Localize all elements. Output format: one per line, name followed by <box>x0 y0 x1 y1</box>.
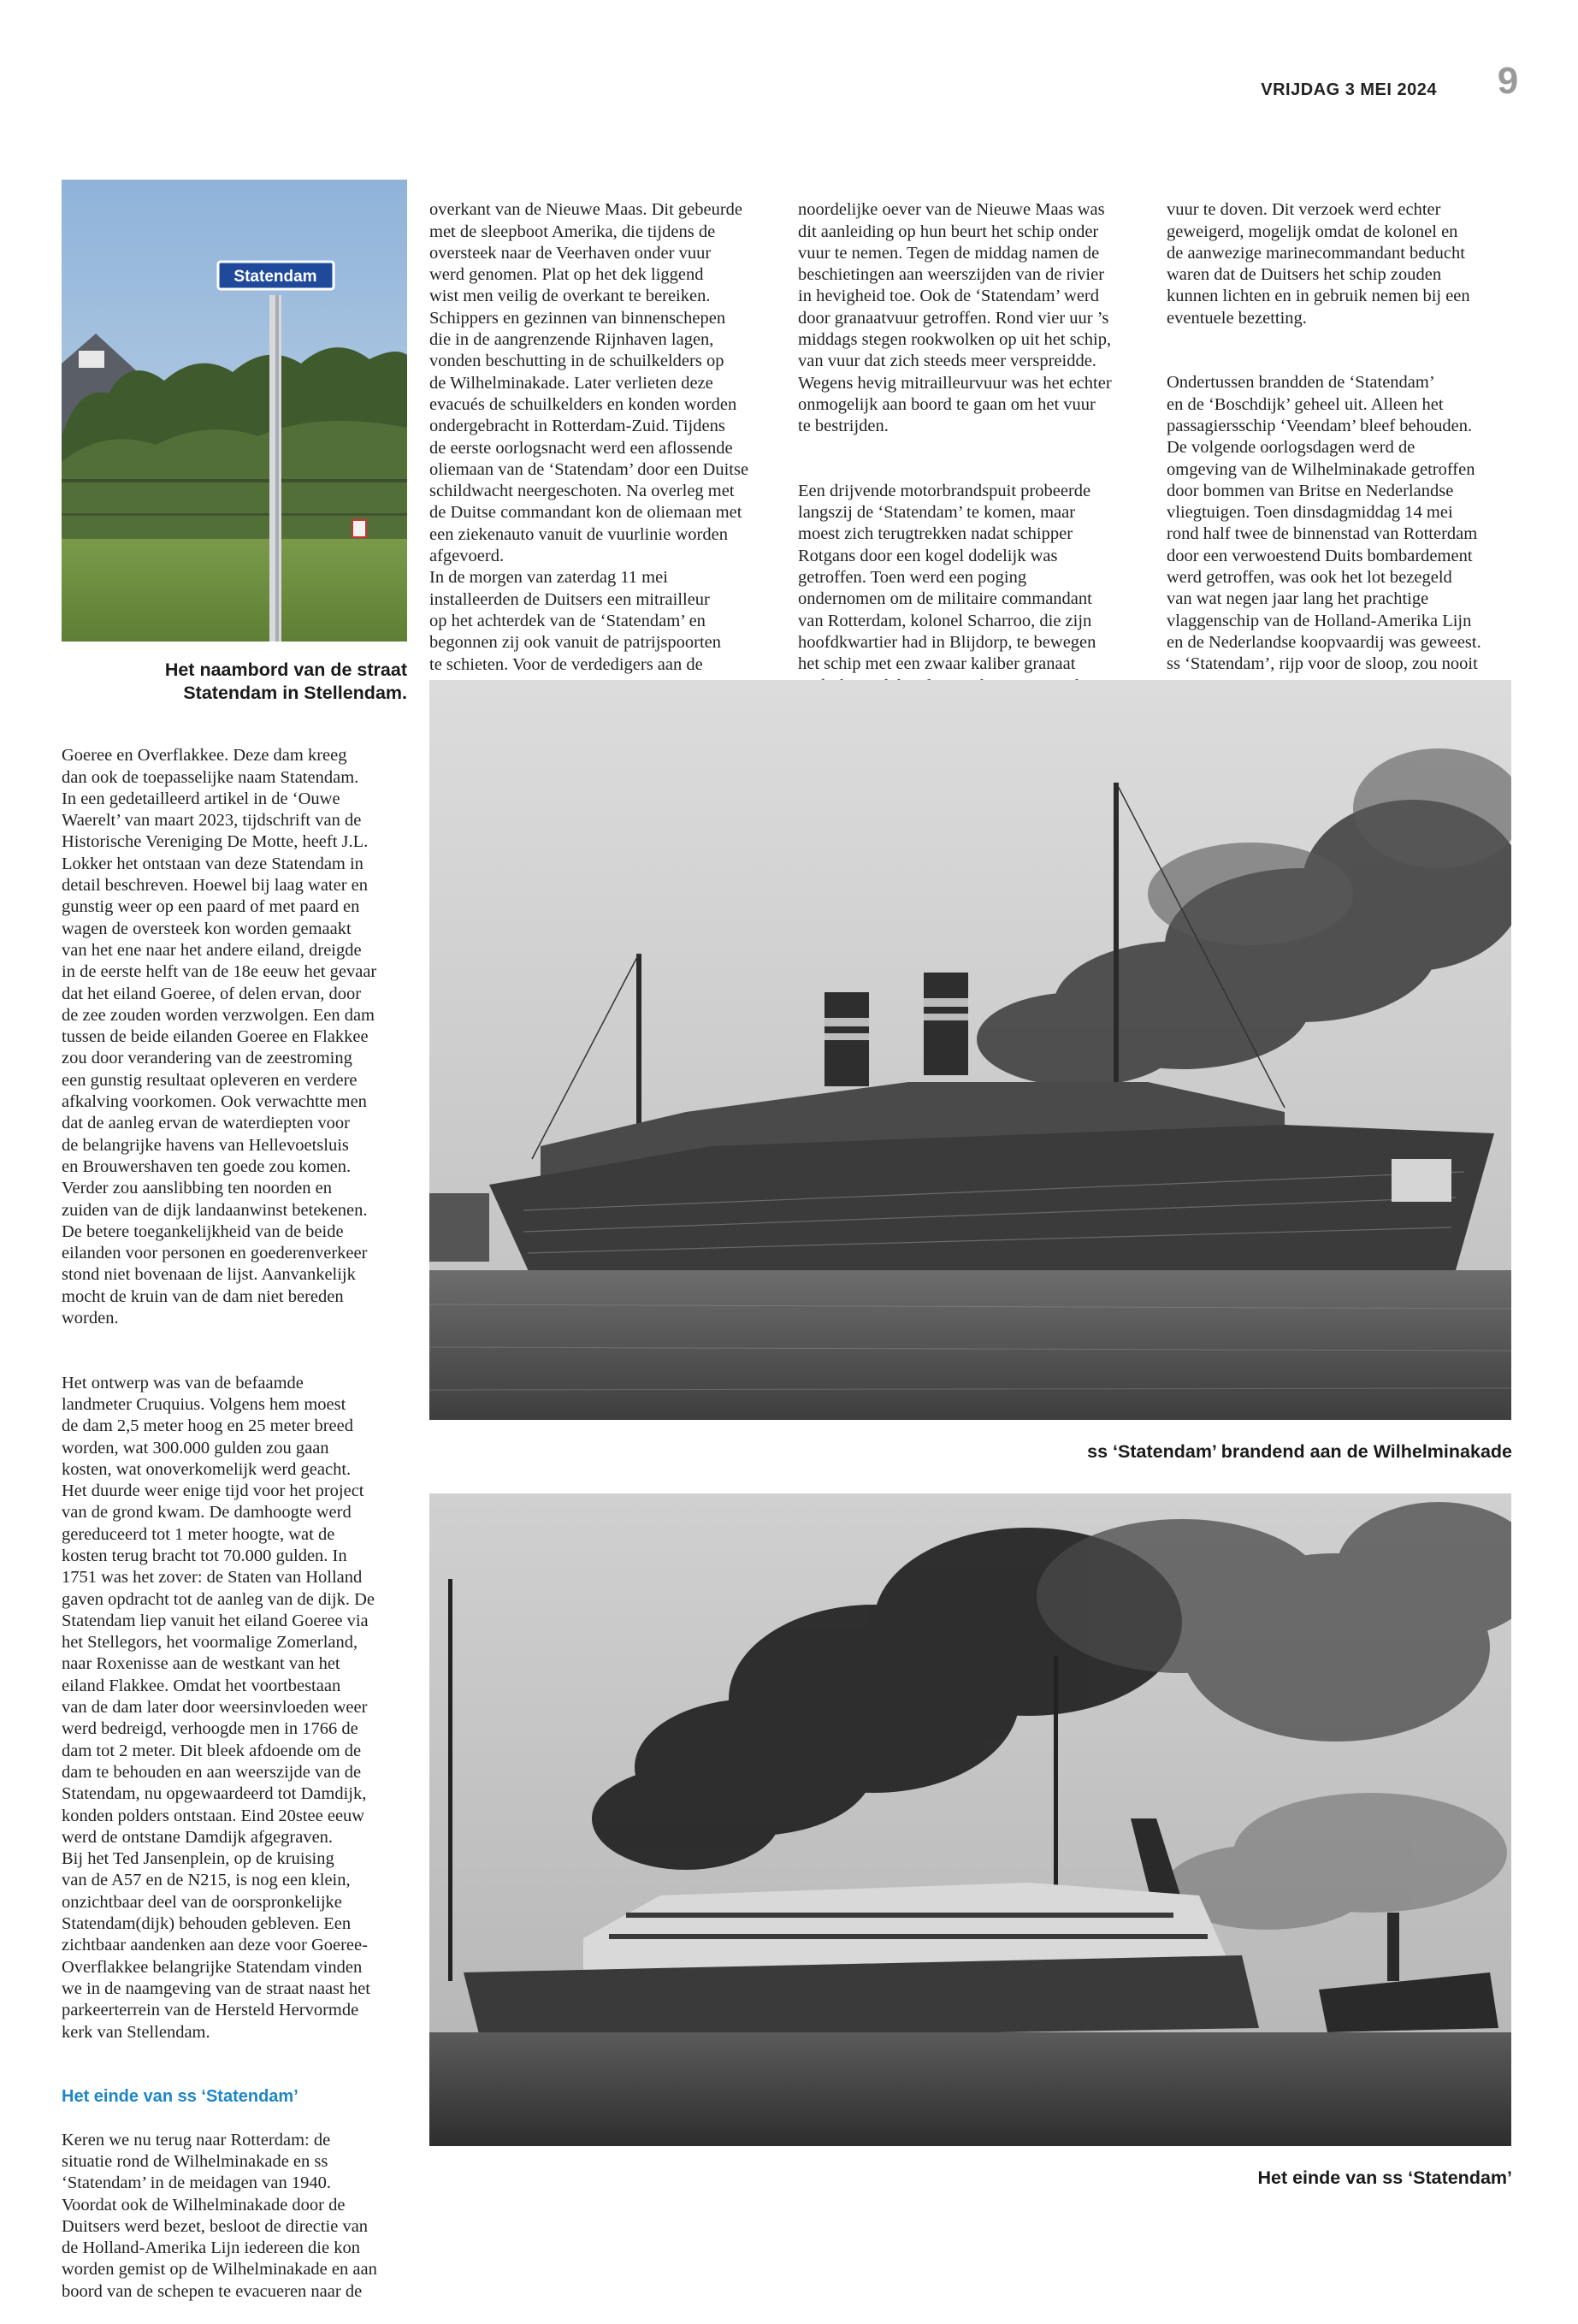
street-sign-caption: Het naambord van de straat Statendam in Stellendam. <box>164 659 407 703</box>
column-3 <box>798 178 1157 718</box>
issue-date: VRIJDAG 3 MEI 2024 <box>1261 80 1437 99</box>
column-1 <box>62 724 414 2324</box>
burning-ship-photo <box>429 680 1511 1420</box>
column-1-paragraph-2: Het ontwerp was van de befaamde landmeter Cruquius. Volgens hem moest de dam 2,5 meter hoog en 25 meter breed worden, wat 300.000 gulden zou gaan kosten, wat onoverkomelijk werd geacht. Het duurde weer enige tijd voor het project van de grond kwam. De damhoogte werd gereduceerd tot 1 meter hoogte, wat de kosten terug bracht tot 70.000 gulden. In 1751 was het zover: de Staten van Holland gaven opdracht tot de aanleg van de dijk. De Statendam liep vanuit het eiland Goeree via het Stellegors, het voormalige Zomerland, naar Roxenisse aan de westkant van het eiland Flakkee. Omdat het voortbestaan van de dam later door weersinvloeden weer werd bedreigd, verhoogde men in 1766 de dam tot 2 meter. Dit bleek afdoende om de dam te behouden en aan weerszijde van de Statendam, nu opgewaardeerd tot Damdijk, konden polders ontstaan. Eind 20stee eeuw werd de ontstane Damdijk afgegraven. Bij het Ted Jansenplein, op de kruising van de A57 en de N215, is nog een klein, onzichtbaar deel van de oorspronkelijke Statendam(dijk) behouden gebleven. Een zichtbaar aandenken aan deze voor Goeree- Overflakkee belangrijke Statendam vinden we in de naamgeving van de straat naast het parkeerterrein van de Hersteld Hervormde kerk van Stellendam. <box>62 1373 375 2042</box>
column-2-paragraph: overkant van de Nieuwe Maas. Dit gebeurde met de sleepboot Amerika, die tijdens de oversteek naar de Veerhaven onder vuur werd genomen. Plat op het dek liggend wist men veilig de overkant te bereiken. Schippers en gezinnen van binnenschepen die in de aangrenzende Rijnhaven lagen, vonden beschutting in de schuilkelders op de Wilhelminakade. Later verlieten deze evacués de schuilkelders en konden worden ondergebracht in Rotterdam-Zuid. Tijdens de eerste oorlogsnacht werd een aflossende oliemaan van de ‘Statendam’ door een Duitse schildwacht neergeschoten. Na overleg met de Duitse commandant kon de oliemaan met een ziekenauto vanuit de vuurlinie worden afgevoerd. In de morgen van zaterdag 11 mei installeerden de Duitsers een mitrailleur op het achterdek van de ‘Statendam’ en begonnen zij ook vanuit de patrijspoorten te schieten. Voor de verdedigers aan de <box>429 200 749 674</box>
ship-end-caption: Het einde van ss ‘Statendam’ <box>1257 2167 1512 2188</box>
column-2 <box>429 178 789 697</box>
column-4 <box>1167 178 1526 718</box>
column-3-paragraph-2: Een drijvende motorbrandspuit probeerde langszij de ‘Statendam’ te komen, maar moest zich terugtrekken nadat schipper Rotgans door een kogel dodelijk was getroffen. Toen werd een poging ondernomen om de militaire commandant van Rotterdam, kolonel Scharroo, die zijn hoofdkwartier had in Blijdorp, te bewegen het schip met een zwaar kaliber granaat <box>798 481 1096 674</box>
column-1-paragraph-3: Keren we nu terug naar Rotterdam: de situatie rond de Wilhelminakade en ss ‘Statendam’ in de meidagen van 1940. Voordat ook de Wilhelminakade door de Duitsers werd bezet, besloot de directie van de Holland-Amerika Lijn iedereen die kon worden gemist op de Wilhelminakade en aan boord van de schepen te evacueren naar de <box>62 2130 377 2301</box>
section-subheading: Het einde van ss ‘Statendam’ <box>62 2087 298 2107</box>
column-1-paragraph-1: Goeree en Overflakkee. Deze dam kreeg dan ook de toepasselijke naam Statendam. In een gedetailleerd artikel in de ‘Ouwe Waerelt’ van maart 2023, tijdschrift van de Historische Vereniging De Motte, heeft J.L. Lokker het ontstaan van deze Statendam in detail beschreven. Hoewel bij laag water en gunstig weer op een paard of met paard en wagen de oversteek kon worden gemaakt van het ene naar het andere eiland, dreigde in de eerste helft van de 18e eeuw het gevaar dat het eiland Goeree, of delen ervan, door de zee zouden worden verzwolgen. Een dam tussen de beide eilanden Goeree en Flakkee zou door verandering van de zeestroming een gunstig resultaat opleveren en verdere afkalving voorkomen. Ook verwachtte men dat de aanleg ervan de waterdiepten voor de belangrijke havens van Hellevoetsluis en Brouwershaven ten goede zou komen. Verder zou aanslibbing ten noorden en zuiden van de dijk landaanwinst betekenen. De betere toegankelijkheid van de beide eilanden voor personen en goederenverkeer stond niet bovenaan de lijst. Aanvankelijk mocht de kruin van de dam niet bereden worden. <box>62 746 377 1328</box>
burning-ship-caption: ss ‘Statendam’ brandend aan de Wilhelminakade <box>1087 1441 1512 1462</box>
page-number: 9 <box>1497 60 1519 102</box>
street-sign-photo <box>62 180 407 642</box>
street-sign-text: Statendam <box>233 268 317 286</box>
column-4-paragraph-2: Ondertussen brandden de ‘Statendam’ en de ‘Boschdijk’ geheel uit. Alleen het passagiersschip ‘Veendam’ bleef behouden. De volgende oorlogsdagen werd de omgeving van de Wilhelminakade getroffen door bommen van Britse en Nederlandse vliegtuigen. Toen dinsdagmiddag 14 mei rond half twee de binnenstad van Rotterdam door een verwoestend Duits bombardement werd getroffen, was ook het lot bezegeld van wat negen jaar lang het prachtige vlaggenschip van de Holland-Amerika Lijn en de Nederlandse koopvaardij was geweest. ss ‘Statendam’, rijp voor de sloop, zou nooit <box>1167 373 1481 674</box>
column-3-paragraph-1: noordelijke oever van de Nieuwe Maas was dit aanleiding op hun beurt het schip onder vuur te nemen. Tegen de middag namen de beschietingen aan weerszijden van de rivier in hevigheid toe. Ook de ‘Statendam’ werd door granaatvuur getroffen. Rond vier uur ’s middags stegen rookwolken op uit het schip, van vuur dat zich steeds meer verspreidde. Wegens hevig mitrailleurvuur was het echter onmogelijk aan boord te gaan om het vuur te bestrijden. <box>798 200 1112 436</box>
column-4-paragraph-1: vuur te doven. Dit verzoek werd echter geweigerd, mogelijk omdat de kolonel en de aanwezige marinecommandant beducht waren dat de Duitsers het schip zouden kunnen lichten en in gebruik nemen bij een eventuele bezetting. <box>1167 200 1470 328</box>
ship-end-photo <box>429 1493 1511 2146</box>
